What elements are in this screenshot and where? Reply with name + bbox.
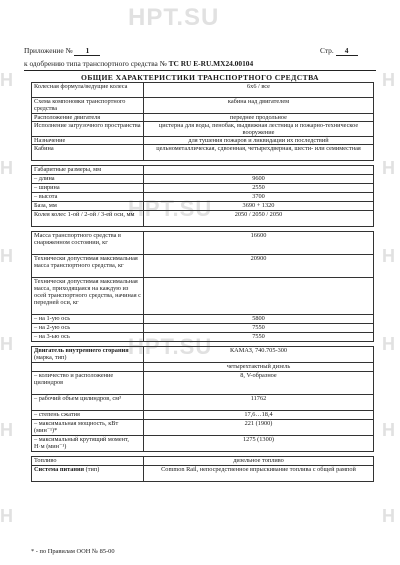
spec-row bbox=[32, 436, 374, 452]
spec-row bbox=[32, 202, 374, 211]
watermark-edge: H bbox=[0, 420, 14, 440]
watermark-edge: H bbox=[382, 420, 396, 440]
spec-value: 3690 + 1320 bbox=[144, 202, 374, 211]
spec-key bbox=[32, 315, 144, 324]
spec-row bbox=[32, 83, 374, 98]
spec-value: переднее продольное bbox=[144, 114, 374, 122]
watermark-edge: H bbox=[382, 70, 396, 90]
spec-row bbox=[32, 395, 374, 411]
spec-key bbox=[32, 457, 144, 466]
approval-line bbox=[24, 59, 253, 68]
header-underline bbox=[24, 70, 376, 71]
spec-key-text: – на 2-ую ось bbox=[34, 324, 71, 331]
spec-row bbox=[32, 347, 374, 363]
watermark-edge: H bbox=[382, 158, 396, 178]
spec-row bbox=[32, 278, 374, 315]
spec-value bbox=[144, 166, 374, 175]
watermark-edge: H bbox=[382, 334, 396, 354]
watermark-edge: H bbox=[0, 158, 14, 178]
spec-key-text: – рабочий объем цилиндров, см³ bbox=[34, 395, 122, 402]
watermark-edge: H bbox=[0, 506, 14, 526]
spec-value bbox=[144, 278, 374, 315]
spec-key bbox=[32, 333, 144, 342]
spec-key-text: Топливо bbox=[34, 457, 57, 464]
spec-key bbox=[32, 232, 144, 255]
spec-row bbox=[32, 255, 374, 278]
spec-key bbox=[32, 420, 144, 436]
spec-value: четырехтактный дизель bbox=[144, 363, 374, 372]
spec-row bbox=[32, 232, 374, 255]
spec-value: 7550 bbox=[144, 333, 374, 342]
spec-key-bold: Система питания bbox=[34, 466, 85, 473]
spec-key bbox=[32, 114, 144, 122]
spec-value: 9600 bbox=[144, 175, 374, 184]
approval-number: TC RU E-RU.MX24.00104 bbox=[168, 59, 254, 68]
spec-key bbox=[32, 145, 144, 161]
spec-value: 6х6 / все bbox=[144, 83, 374, 98]
page-label: Стр. bbox=[320, 46, 334, 55]
spec-key-text: – длина bbox=[34, 175, 55, 182]
spec-key-text: (тип) bbox=[84, 466, 100, 473]
watermark-edge: H bbox=[0, 70, 14, 90]
page-number-header bbox=[320, 46, 358, 56]
spec-key bbox=[32, 175, 144, 184]
spec-value: 8, V-образное bbox=[144, 372, 374, 395]
spec-key bbox=[32, 436, 144, 452]
spec-value: 3700 bbox=[144, 193, 374, 202]
spec-row bbox=[32, 420, 374, 436]
spec-key-text: Колесная формула/ведущие колеса bbox=[34, 83, 128, 90]
spec-value: цельнометаллическая, сдвоенная, четырехдверная, шести- или семиместная bbox=[144, 145, 374, 161]
spec-value: кабина над двигателем bbox=[144, 98, 374, 114]
watermark: HPT.SU bbox=[128, 4, 220, 31]
spec-value: Common Rail, непосредственное впрыскивание топлива с общей рампой bbox=[144, 466, 374, 482]
spec-key-text: Назначение bbox=[34, 137, 66, 144]
spec-key-text: Кабина bbox=[34, 145, 54, 152]
spec-value: 7550 bbox=[144, 324, 374, 333]
spec-key bbox=[32, 347, 144, 363]
spec-value: КАМАЗ, 740.705-300 bbox=[144, 347, 374, 363]
approval-text: к одобрению типа транспортного средства № bbox=[24, 59, 167, 68]
spec-key-text: – высота bbox=[34, 193, 58, 200]
spec-key-text: База, мм bbox=[34, 202, 57, 209]
spec-row bbox=[32, 122, 374, 137]
spec-table bbox=[31, 82, 374, 482]
watermark: HPT.SU bbox=[128, 334, 213, 359]
spec-key bbox=[32, 324, 144, 333]
spec-row bbox=[32, 466, 374, 482]
spec-key-bold: Двигатель внутреннего сгорания bbox=[34, 347, 129, 354]
spec-key bbox=[32, 278, 144, 315]
spec-key bbox=[32, 466, 144, 482]
spec-row bbox=[32, 324, 374, 333]
spec-key-text: – максимальный крутящий момент, Н·м (мин⁻¹) bbox=[34, 436, 129, 450]
spec-row bbox=[32, 145, 374, 161]
spec-row bbox=[32, 333, 374, 342]
spec-row bbox=[32, 315, 374, 324]
spec-row bbox=[32, 166, 374, 175]
spec-key bbox=[32, 372, 144, 395]
spec-row bbox=[32, 457, 374, 466]
spec-value: 1275 (1300) bbox=[144, 436, 374, 452]
spec-key bbox=[32, 83, 144, 98]
spec-key-text: Схема компоновки транспортного средства bbox=[34, 98, 126, 112]
spec-key bbox=[32, 184, 144, 193]
spec-key-text: Технически допустимая максимальная масса, приходящаяся на каждую из осей транспортного средства, начиная с передней оси, кг bbox=[34, 278, 141, 306]
spec-key-text: Габаритные размеры, мм bbox=[34, 166, 102, 173]
spec-key bbox=[32, 98, 144, 114]
watermark-edge: H bbox=[0, 334, 14, 354]
spec-value: 5800 bbox=[144, 315, 374, 324]
spec-key-text: Расположение двигателя bbox=[34, 114, 101, 121]
spec-key bbox=[32, 411, 144, 420]
spec-value: 16600 bbox=[144, 232, 374, 255]
watermark: HPT.SU bbox=[128, 196, 213, 221]
spec-key bbox=[32, 395, 144, 411]
spec-row bbox=[32, 184, 374, 193]
spec-row bbox=[32, 411, 374, 420]
spec-key bbox=[32, 202, 144, 211]
spec-key-text: Исполнение загрузочного пространства bbox=[34, 122, 141, 129]
spec-key bbox=[32, 193, 144, 202]
watermark-edge: H bbox=[0, 246, 14, 266]
appendix-header bbox=[24, 46, 100, 56]
spec-value: 17,6…18,4 bbox=[144, 411, 374, 420]
page-number: 4 bbox=[336, 46, 358, 56]
spec-row bbox=[32, 114, 374, 122]
spec-key-text: – количество и расположение цилиндров bbox=[34, 372, 114, 386]
spec-row bbox=[32, 175, 374, 184]
spec-row bbox=[32, 98, 374, 114]
spec-row bbox=[32, 211, 374, 227]
spec-value: 20900 bbox=[144, 255, 374, 278]
spec-key bbox=[32, 363, 144, 372]
watermark-edge: H bbox=[382, 246, 396, 266]
spec-key bbox=[32, 211, 144, 227]
spec-value: 11762 bbox=[144, 395, 374, 411]
spec-value: 221 (1900) bbox=[144, 420, 374, 436]
spec-value: 2550 bbox=[144, 184, 374, 193]
spec-value: цистерна для воды, пенобак, выдвижная лестница и пожарно-техническое вооружение bbox=[144, 122, 374, 137]
spec-row bbox=[32, 363, 374, 372]
spec-key bbox=[32, 137, 144, 145]
appendix-label: Приложение № bbox=[24, 46, 73, 55]
spec-key-text: – степень сжатия bbox=[34, 411, 80, 418]
spec-key-text: – на 1-ую ось bbox=[34, 315, 71, 322]
spec-row bbox=[32, 372, 374, 395]
spec-key-text: – максимальная мощность, кВт (мин⁻¹)* bbox=[34, 420, 119, 434]
spec-key-text: – ширина bbox=[34, 184, 60, 191]
spec-value: 2050 / 2050 / 2050 bbox=[144, 211, 374, 227]
spec-key-text: (марка, тип) bbox=[34, 354, 67, 361]
spec-key-text: – на 3-ью ось bbox=[34, 333, 70, 340]
spec-key bbox=[32, 255, 144, 278]
spec-key-text: Технически допустимая максимальная масса транспортного средства, кг bbox=[34, 255, 138, 269]
spec-row bbox=[32, 137, 374, 145]
page-title: ОБЩИЕ ХАРАКТЕРИСТИКИ ТРАНСПОРТНОГО СРЕДСТВА bbox=[81, 73, 319, 82]
spec-value: дизельное топливо bbox=[144, 457, 374, 466]
watermark-edge: H bbox=[382, 506, 396, 526]
spec-row bbox=[32, 193, 374, 202]
footnote: * - по Правилам ООН № 85-00 bbox=[31, 548, 115, 555]
spec-value: для тушения пожаров и ликвидации их последствий bbox=[144, 137, 374, 145]
spec-key-text: Масса транспортного средства в снаряженном состоянии, кг bbox=[34, 232, 122, 246]
appendix-number: 1 bbox=[74, 46, 100, 56]
spec-key bbox=[32, 122, 144, 137]
spec-key bbox=[32, 166, 144, 175]
spec-key-text: Колея колес 1-ой / 2-ой / 3-ей оси, мм bbox=[34, 211, 135, 218]
